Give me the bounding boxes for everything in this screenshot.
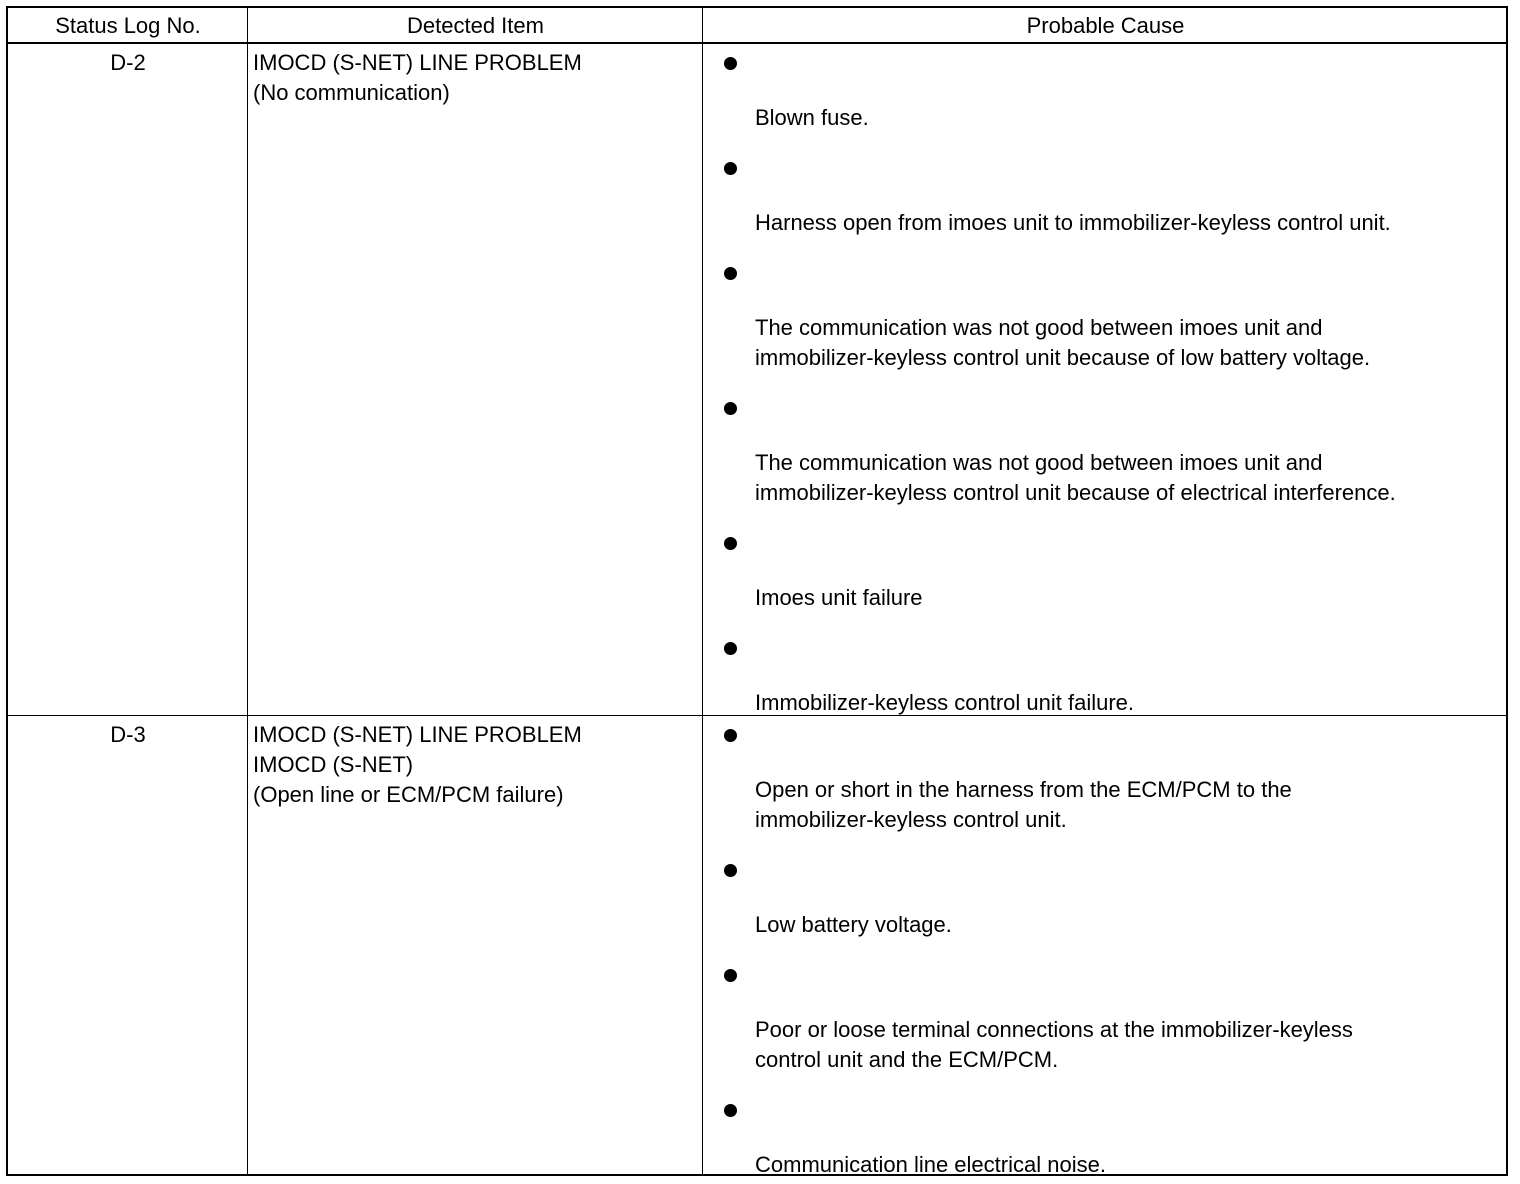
bullet-icon	[724, 162, 737, 175]
detected-item-line: (No communication)	[253, 80, 450, 105]
probable-cause-item	[755, 313, 1370, 373]
status-log-table	[6, 6, 1508, 1176]
bullet-icon	[724, 402, 737, 415]
detected-item-line: (Open line or ECM/PCM failure)	[253, 782, 564, 807]
cause-line: Harness open from imoes unit to immobilizer-keyless control unit.	[755, 210, 1391, 235]
probable-cause-item	[755, 1015, 1353, 1075]
cause-line: Poor or loose terminal connections at the immobilizer-keyless	[755, 1017, 1353, 1042]
status-log-no-cell: D-2	[110, 50, 146, 75]
detected-item-cell	[253, 720, 582, 810]
probable-cause-item	[755, 910, 952, 940]
cause-line: Open or short in the harness from the ECM/PCM to the	[755, 777, 1292, 802]
header-detected-item: Detected Item	[407, 13, 544, 38]
cause-line: The communication was not good between imoes unit and	[755, 315, 1323, 340]
cause-line: immobilizer-keyless control unit because of electrical interference.	[755, 480, 1396, 505]
bullet-icon	[724, 267, 737, 280]
detected-item-line: IMOCD (S-NET) LINE PROBLEM	[253, 722, 582, 747]
probable-cause-item	[755, 688, 1134, 718]
cause-line: immobilizer-keyless control unit.	[755, 807, 1067, 832]
column-divider	[702, 8, 703, 1174]
header-probable-cause: Probable Cause	[1026, 13, 1185, 38]
cause-line: The communication was not good between imoes unit and	[755, 450, 1323, 475]
cause-line: Low battery voltage.	[755, 912, 952, 937]
cause-line: control unit and the ECM/PCM.	[755, 1047, 1059, 1072]
bullet-icon	[724, 1104, 737, 1117]
cause-line: Imoes unit failure	[755, 585, 923, 610]
detected-item-line: IMOCD (S-NET)	[253, 752, 414, 777]
bullet-icon	[724, 642, 737, 655]
status-log-no-cell: D-3	[110, 722, 146, 747]
cause-line: Immobilizer-keyless control unit failure.	[755, 690, 1135, 715]
header-status-log-no: Status Log No.	[55, 13, 201, 38]
bullet-icon	[724, 729, 737, 742]
probable-cause-item	[755, 775, 1292, 835]
probable-cause-item	[755, 208, 1391, 238]
probable-cause-item	[755, 1150, 1106, 1180]
bullet-icon	[724, 864, 737, 877]
bullet-icon	[724, 969, 737, 982]
column-divider	[247, 8, 248, 1174]
bullet-icon	[724, 537, 737, 550]
probable-cause-item	[755, 583, 923, 613]
cause-line: Blown fuse.	[755, 105, 869, 130]
detected-item-line: IMOCD (S-NET) LINE PROBLEM	[253, 50, 582, 75]
detected-item-cell	[253, 48, 582, 108]
cause-line: immobilizer-keyless control unit because of low battery voltage.	[755, 345, 1371, 370]
cause-line: Communication line electrical noise.	[755, 1152, 1106, 1177]
probable-cause-item	[755, 103, 869, 133]
probable-cause-item	[755, 448, 1396, 508]
bullet-icon	[724, 57, 737, 70]
